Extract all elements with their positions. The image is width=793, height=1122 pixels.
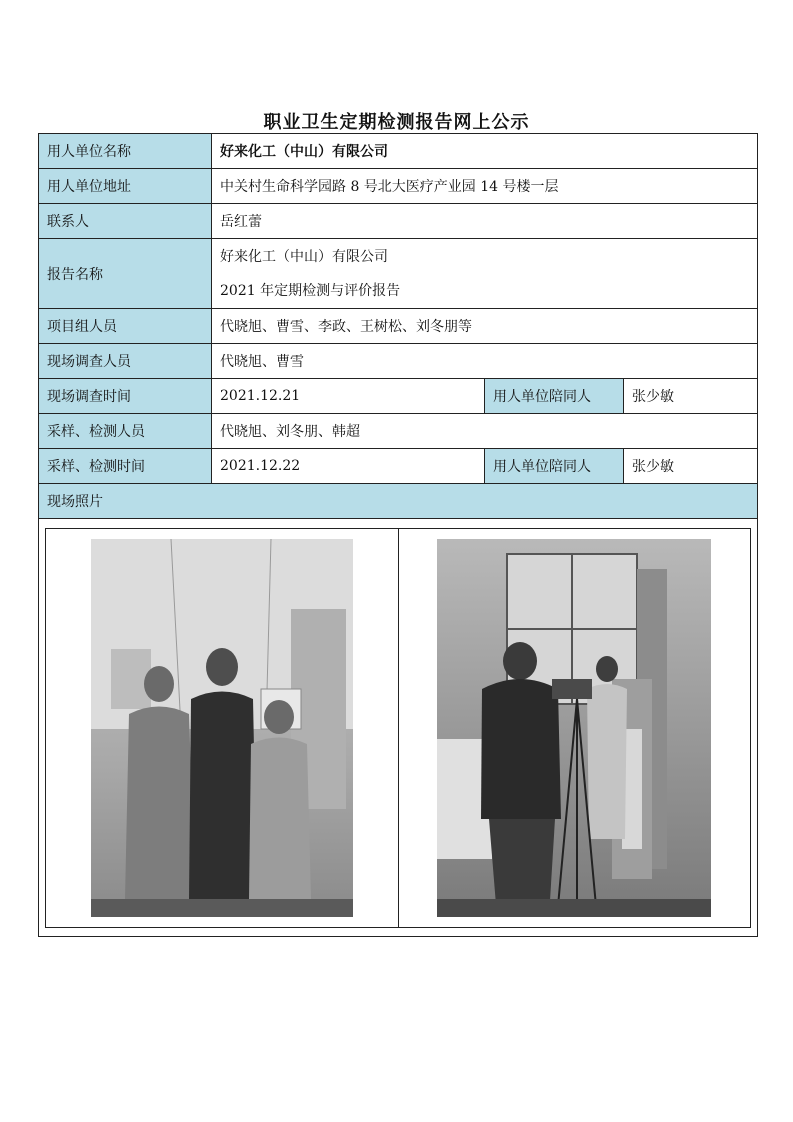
row-site-survey-time <box>39 379 758 414</box>
row-sampling-staff <box>39 414 758 449</box>
report-name-line-1: 好来化工（中山）有限公司 <box>220 248 388 265</box>
project-team-label: 项目组人员 <box>39 309 212 344</box>
report-name-label: 报告名称 <box>39 239 212 309</box>
row-sampling-time <box>39 449 758 484</box>
row-site-photos <box>39 519 758 937</box>
employer-name-value: 好来化工（中山）有限公司 <box>212 134 758 169</box>
report-name-value <box>212 239 758 309</box>
contact-value: 岳红蕾 <box>212 204 758 239</box>
project-team-value: 代晓旭、曹雪、李政、王树松、刘冬朋等 <box>212 309 758 344</box>
row-project-team <box>39 309 758 344</box>
report-name-line-2: 2021 年定期检测与评价报告 <box>220 282 401 299</box>
contact-label: 联系人 <box>39 204 212 239</box>
row-site-survey-staff <box>39 344 758 379</box>
page-title: 职业卫生定期检测报告网上公示 <box>263 112 530 133</box>
employer-address-label: 用人单位地址 <box>39 169 212 204</box>
row-contact <box>39 204 758 239</box>
disclosure-table <box>38 133 758 937</box>
row-employer-address <box>39 169 758 204</box>
row-report-name <box>39 239 758 309</box>
site-photo-group-portrait <box>91 539 353 917</box>
photo-frame <box>45 528 751 928</box>
site-photos-cell <box>39 519 758 937</box>
employer-name-label: 用人单位名称 <box>39 134 212 169</box>
sampling-staff-label: 采样、检测人员 <box>39 414 212 449</box>
site-photo-sampling <box>437 539 711 917</box>
sampling-staff-value: 代晓旭、刘冬朋、韩超 <box>212 414 758 449</box>
site-survey-staff-value: 代晓旭、曹雪 <box>212 344 758 379</box>
photo-left-box <box>46 529 398 927</box>
row-employer-name <box>39 134 758 169</box>
site-survey-time-label: 现场调查时间 <box>39 379 212 414</box>
sampling-time-value: 2021.12.22 <box>212 449 485 484</box>
site-survey-escort-value: 张少敏 <box>624 379 758 414</box>
employer-address-value: 中关村生命科学园路 8 号北大医疗产业园 14 号楼一层 <box>212 169 758 204</box>
sampling-time-label: 采样、检测时间 <box>39 449 212 484</box>
sampling-escort-value: 张少敏 <box>624 449 758 484</box>
site-survey-time-value: 2021.12.21 <box>212 379 485 414</box>
site-photos-label: 现场照片 <box>39 484 758 519</box>
site-survey-staff-label: 现场调查人员 <box>39 344 212 379</box>
site-survey-escort-label: 用人单位陪同人 <box>485 379 624 414</box>
photo-right-box <box>398 529 751 927</box>
row-site-photos-header <box>39 484 758 519</box>
sampling-escort-label: 用人单位陪同人 <box>485 449 624 484</box>
